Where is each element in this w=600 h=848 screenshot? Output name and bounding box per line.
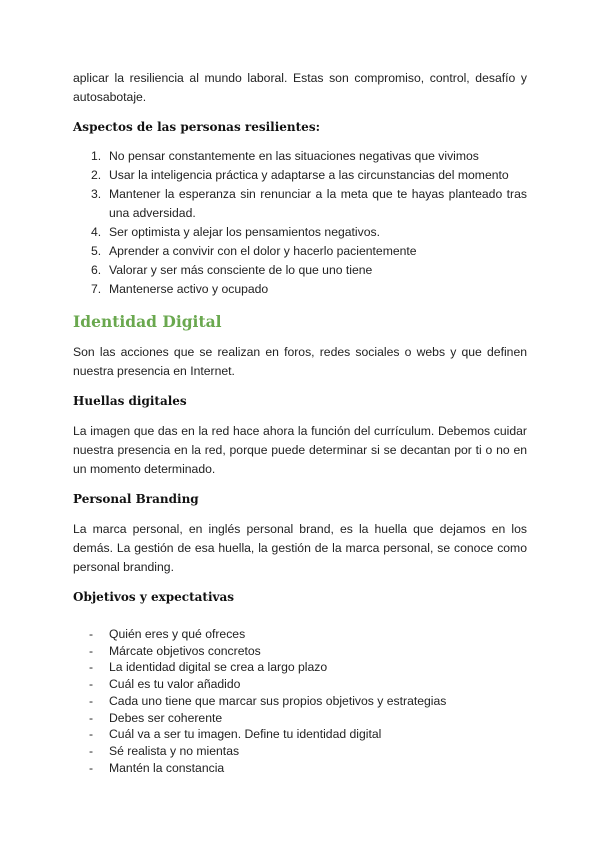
list-item xyxy=(73,643,527,660)
dash-bullet: - xyxy=(89,627,94,641)
list-item-text: Márcate objetivos concretos xyxy=(109,643,261,658)
dash-bullet: - xyxy=(89,710,94,725)
resilient-list xyxy=(73,147,527,299)
intro-paragraph: aplicar la resiliencia al mundo laboral. Estas son compromiso, control, desafío y autosabotaje. xyxy=(73,71,527,104)
identity-paragraph: Son las acciones que se realizan en foros, redes sociales o webs y que definen nuestra presencia en Internet. xyxy=(73,345,527,378)
list-item-text: Mantén la constancia xyxy=(109,760,225,775)
dash-bullet: - xyxy=(89,743,94,758)
dash-bullet: - xyxy=(89,660,94,675)
resilient-heading: Aspectos de las personas resilientes: xyxy=(73,120,321,134)
list-item xyxy=(73,185,527,223)
footprints-heading: Huellas digitales xyxy=(73,394,187,408)
objectives-heading: Objetivos y expectativas xyxy=(73,590,235,604)
list-item xyxy=(73,760,527,777)
list-item-text: Quién eres y qué ofreces xyxy=(109,627,246,641)
list-item-text: Mantenerse activo y ocupado xyxy=(109,282,269,296)
dash-bullet: - xyxy=(89,727,94,742)
list-item xyxy=(73,676,527,693)
list-item-text: Aprender a convivir con el dolor y hacerlo pacientemente xyxy=(109,244,417,258)
list-number: 2. xyxy=(91,168,102,182)
list-item-text: Cuál es tu valor añadido xyxy=(109,677,241,692)
list-item-text: Usar la inteligencia práctica y adaptarse a las circunstancias del momento xyxy=(109,168,509,182)
list-item-text: Cada uno tiene que marcar sus propios objetivos y estrategias xyxy=(109,693,447,708)
list-item xyxy=(73,166,527,185)
list-item xyxy=(73,280,527,299)
list-number: 6. xyxy=(91,263,102,277)
list-item xyxy=(73,147,527,166)
objectives-list xyxy=(73,626,527,776)
list-item-text: Ser optimista y alejar los pensamientos negativos. xyxy=(109,225,380,239)
list-item xyxy=(73,743,527,760)
dash-bullet: - xyxy=(89,643,94,658)
list-item-text: Debes ser coherente xyxy=(109,710,223,725)
branding-paragraph: La marca personal, en inglés personal brand, es la huella que dejamos en los demás. La gestión de esa huella, la gestión de la marca personal, se conoce como personal branding. xyxy=(73,522,527,574)
list-number: 1. xyxy=(91,149,102,163)
identity-title: Identidad Digital xyxy=(73,312,222,331)
list-item xyxy=(73,223,527,242)
list-number: 3. xyxy=(91,187,102,201)
list-item xyxy=(73,726,527,743)
list-item-text: No pensar constantemente en las situaciones negativas que vivimos xyxy=(109,149,479,163)
branding-heading: Personal Branding xyxy=(73,492,199,506)
dash-bullet: - xyxy=(89,677,94,692)
dash-bullet: - xyxy=(89,693,94,708)
list-item xyxy=(73,659,527,676)
list-item-text: Mantener la esperanza sin renunciar a la meta que te hayas planteado tras una adversidad. xyxy=(109,187,527,220)
list-item-text: Sé realista y no mientas xyxy=(109,743,240,758)
document-page xyxy=(73,69,527,776)
list-item xyxy=(73,693,527,710)
list-number: 7. xyxy=(91,282,102,296)
dash-bullet: - xyxy=(89,760,94,775)
footprints-paragraph: La imagen que das en la red hace ahora la función del currículum. Debemos cuidar nuestra presencia en la red, porque puede determinar si se decantan por ti o no en un momento determinado. xyxy=(73,424,527,476)
list-number: 5. xyxy=(91,244,102,258)
list-item-text: Valorar y ser más consciente de lo que uno tiene xyxy=(109,263,373,277)
list-item-text: Cuál va a ser tu imagen. Define tu identidad digital xyxy=(109,727,382,742)
list-item xyxy=(73,626,527,643)
list-item xyxy=(73,710,527,727)
list-item xyxy=(73,261,527,280)
list-number: 4. xyxy=(91,225,102,239)
list-item-text: La identidad digital se crea a largo plazo xyxy=(109,660,328,675)
list-item xyxy=(73,242,527,261)
